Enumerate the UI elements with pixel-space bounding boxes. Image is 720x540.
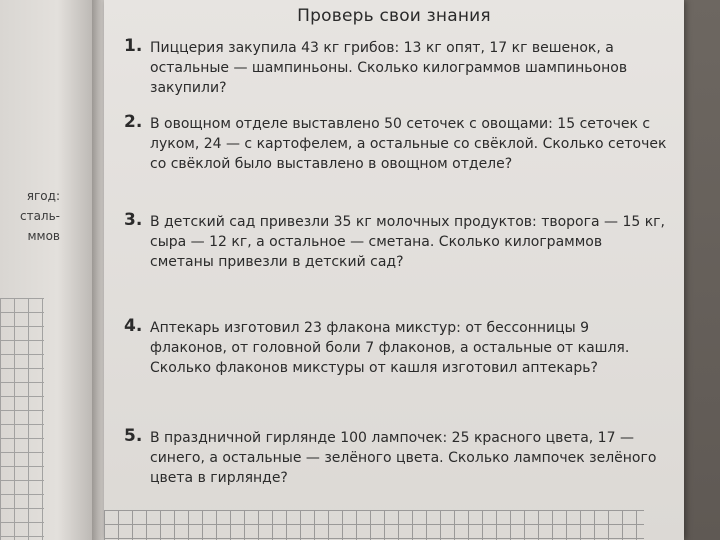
task-2: [124, 114, 669, 174]
task-number: 4.: [124, 316, 143, 336]
task-text: В детский сад привезли 35 кг молочных продуктов: творога — 15 кг, сыра — 12 кг, а остальное — сметана. Сколько килограммов сметаны привезли в детский сад?: [150, 214, 665, 270]
task-1: [124, 38, 669, 98]
task-number: 2.: [124, 112, 143, 132]
left-fragment: ягод:: [26, 189, 60, 203]
task-number: 5.: [124, 426, 143, 446]
left-page: [0, 0, 96, 540]
task-text: Пиццерия закупила 43 кг грибов: 13 кг опят, 17 кг вешенок, а остальные — шампиньоны. Сколько килограммов шампиньонов закупили?: [150, 40, 628, 96]
left-fragment: ммов: [27, 229, 60, 243]
task-text: В овощном отделе выставлено 50 сеточек с овощами: 15 сеточек с луком, 24 — с картофелем, а остальные со свёклой. Сколько сеточек со свёклой было выставлено в овощном отделе?: [150, 116, 667, 172]
task-number: 1.: [124, 36, 143, 56]
left-page-text: [0, 186, 60, 246]
task-text: Аптекарь изготовил 23 флакона микстур: от бессонницы 9 флаконов, от головной боли 7 флаконов, а остальные от кашля. Сколько флаконов микстуры от кашля изготовил аптекарь?: [150, 320, 630, 376]
right-page: [104, 0, 684, 540]
task-3: [124, 212, 669, 272]
task-text: В праздничной гирлянде 100 лампочек: 25 красного цвета, 17 — синего, а остальные — зелёного цвета. Сколько лампочек зелёного цвета в гирлянде?: [150, 430, 657, 486]
task-4: [124, 318, 669, 378]
background: [684, 0, 720, 540]
answer-grid: [104, 510, 644, 540]
page-title: Проверь свои знания: [297, 6, 491, 26]
left-grid: [0, 298, 44, 540]
task-number: 3.: [124, 210, 143, 230]
task-5: [124, 428, 669, 488]
left-fragment: сталь-: [19, 209, 60, 223]
